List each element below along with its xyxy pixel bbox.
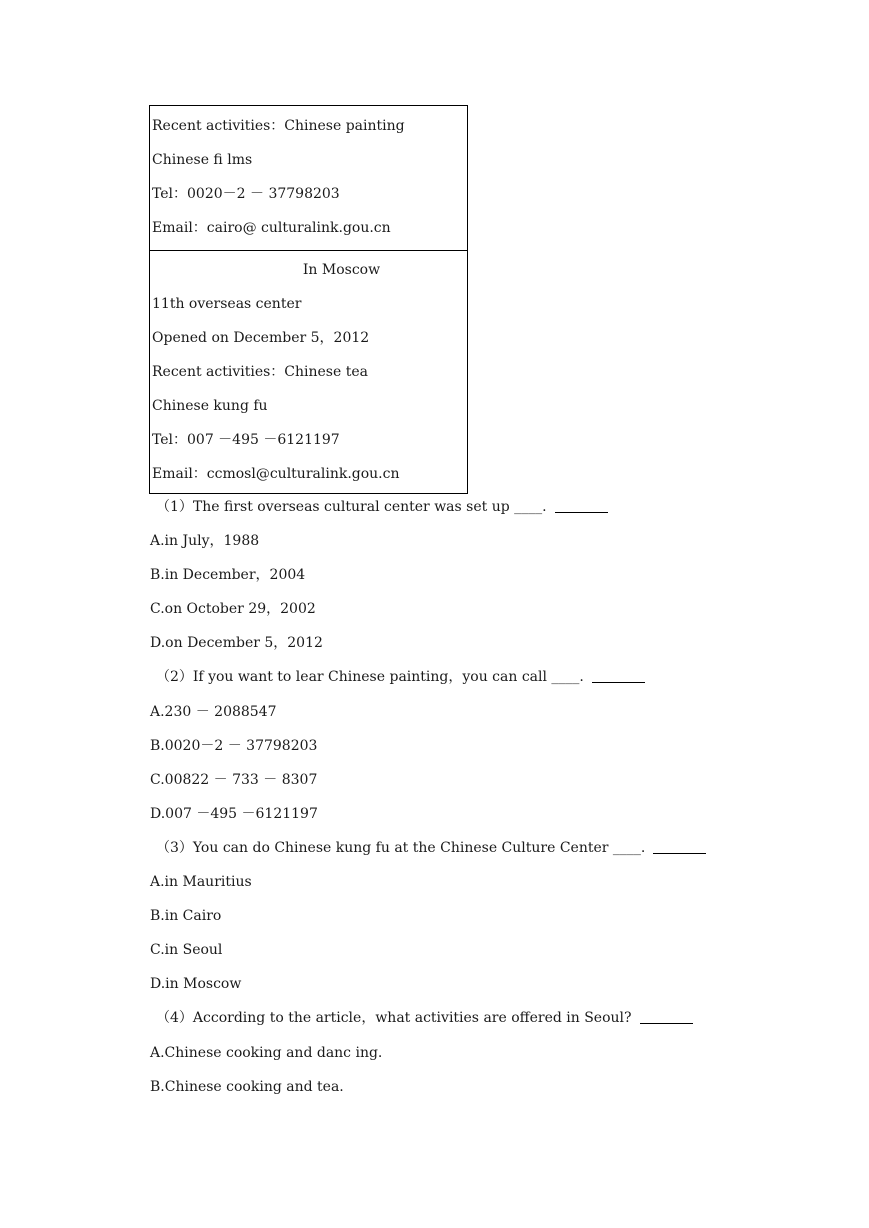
option: A.in Mauritius [150, 874, 252, 891]
answer-blank[interactable] [640, 1007, 693, 1024]
option: A.Chinese cooking and danc ing. [150, 1044, 383, 1061]
table-line: Opened on December 5，2012 [152, 330, 370, 346]
option: A.230 － 2088547 [150, 703, 277, 720]
table-line: Recent activities：Chinese tea [152, 364, 368, 380]
question-stem-text: （4）According to the article，what activities are offered in Seoul? [156, 1010, 632, 1027]
option: C.in Seoul [150, 942, 223, 959]
option: D.on December 5，2012 [150, 635, 323, 652]
table-line: Email：cairo@ culturalink.gou.cn [152, 220, 391, 236]
table-line: Tel：007 －495 －6121197 [152, 432, 340, 448]
question-4-stem [150, 1001, 770, 1035]
table-line: Recent activities：Chinese painting [152, 118, 405, 134]
table-line: Email：ccmosl@culturalink.gou.cn [152, 466, 400, 482]
question-3-stem [150, 831, 770, 865]
answer-blank[interactable] [653, 837, 706, 854]
info-table [149, 105, 468, 494]
option: C.on October 29，2002 [150, 601, 316, 618]
answer-blank[interactable] [555, 496, 608, 513]
option: D.in Moscow [150, 976, 242, 993]
option: B.Chinese cooking and tea. [150, 1078, 344, 1095]
option: C.00822 － 733 － 8307 [150, 771, 318, 788]
moscow-heading: In Moscow [302, 262, 381, 278]
option: D.007 －495 －6121197 [150, 805, 318, 822]
question-1-stem [150, 490, 770, 524]
table-line: Tel：0020－2 － 37798203 [152, 186, 340, 202]
question-2-stem [150, 660, 770, 694]
question-stem-text: （2）If you want to lear Chinese painting，you can call ____. [156, 669, 584, 686]
table-line: 11th overseas center [152, 296, 302, 312]
option: A.in July，1988 [150, 533, 260, 550]
table-line: Chinese kung fu [152, 398, 268, 414]
option: B.in December，2004 [150, 567, 306, 584]
cairo-center-cell [150, 109, 467, 250]
moscow-center-cell [150, 250, 467, 493]
table-line: Chinese fi lms [152, 152, 253, 168]
option: B.in Cairo [150, 908, 222, 925]
question-stem-text: （1）The first overseas cultural center was set up ____. [156, 499, 547, 515]
option: B.0020－2 － 37798203 [150, 737, 318, 754]
questions-section [150, 490, 770, 1104]
answer-blank[interactable] [592, 666, 645, 683]
question-stem-text: （3）You can do Chinese kung fu at the Chinese Culture Center ____. [156, 839, 646, 856]
